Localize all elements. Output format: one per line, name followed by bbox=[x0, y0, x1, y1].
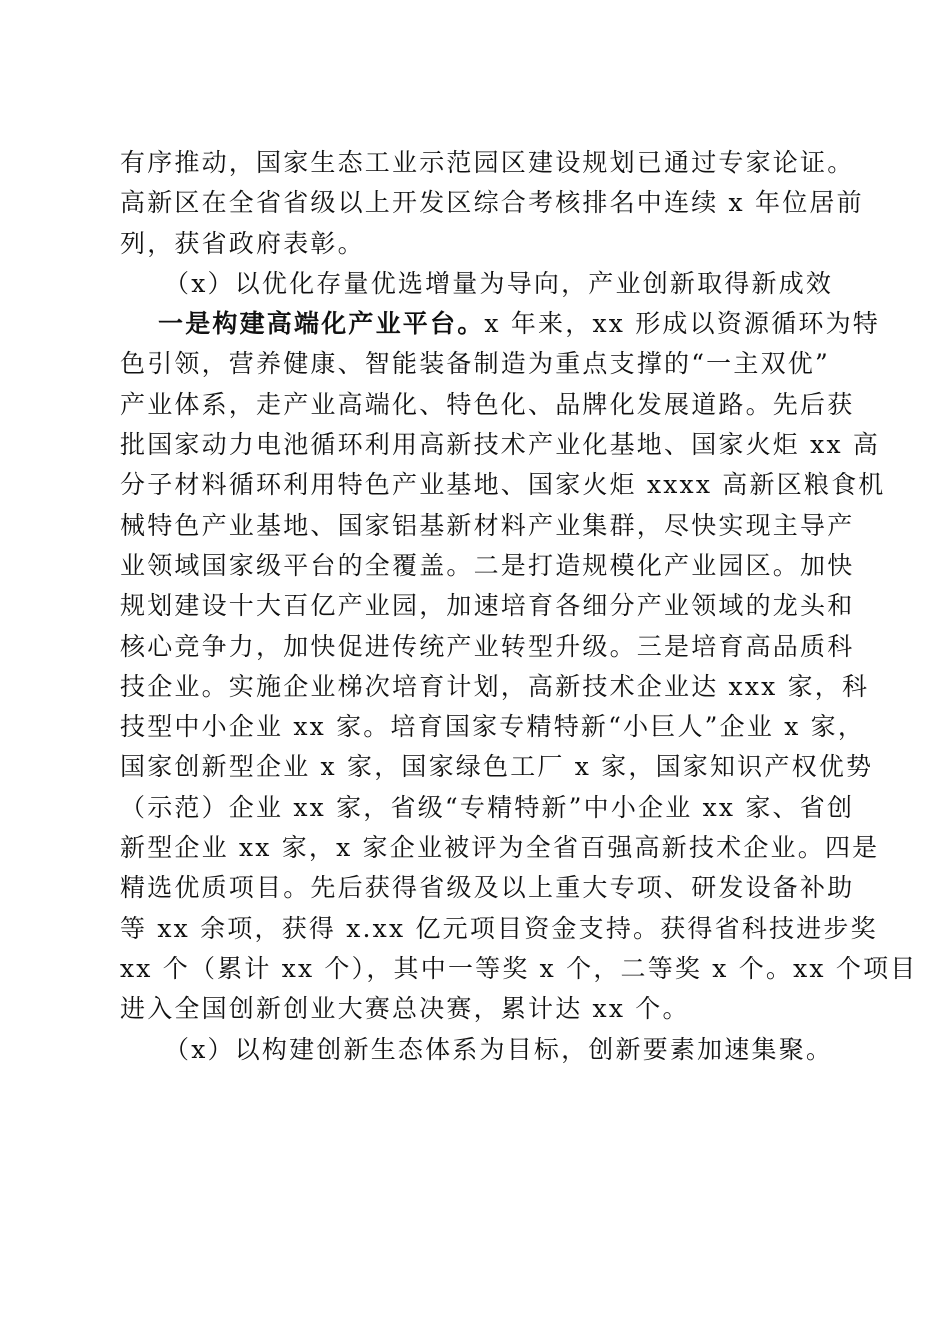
text-line: 产业体系，走产业高端化、特色化、品牌化发展道路。先后获 bbox=[120, 389, 855, 419]
text-run: x 年来，xx 形成以资源循环为特 bbox=[484, 309, 880, 339]
text-line: xx 个（累计 xx 个），其中一等奖 x 个，二等奖 x 个。xx 个项目 bbox=[120, 953, 918, 983]
text-line: 高新区在全省省级以上开发区综合考核排名中连续 x 年位居前 bbox=[120, 188, 864, 218]
text-line: 色引领，营养健康、智能装备制造为重点支撑的“一主双优” bbox=[120, 349, 830, 379]
document-body bbox=[120, 143, 918, 1070]
text-line bbox=[120, 304, 880, 344]
text-line: 规划建设十大百亿产业园，加速培育各细分产业领域的龙头和 bbox=[120, 591, 855, 621]
text-line: 国家创新型企业 x 家，国家绿色工厂 x 家，国家知识产权优势 bbox=[120, 752, 874, 782]
text-line: 业领域国家级平台的全覆盖。二是打造规模化产业园区。加快 bbox=[120, 550, 855, 580]
text-line: 械特色产业基地、国家铝基新材料产业集群，尽快实现主导产 bbox=[120, 510, 855, 540]
text-line: 新型企业 xx 家，x 家企业被评为全省百强高新技术企业。四是 bbox=[120, 833, 880, 863]
text-line: 技企业。实施企业梯次培育计划，高新技术企业达 xxx 家，科 bbox=[120, 671, 870, 701]
text-line: 核心竞争力，加快促进传统产业转型升级。三是培育高品质科 bbox=[120, 631, 855, 661]
text-line: 精选优质项目。先后获得省级及以上重大专项、研发设备补助 bbox=[120, 873, 855, 903]
text-line: 有序推动，国家生态工业示范园区建设规划已通过专家论证。 bbox=[120, 148, 855, 177]
subsection-lead: 一是构建高端化产业平台。 bbox=[158, 309, 485, 339]
text-line: 等 xx 余项，获得 x.xx 亿元项目资金支持。获得省科技进步奖 bbox=[120, 913, 878, 943]
text-line: 列，获省政府表彰。 bbox=[120, 228, 365, 258]
section-heading: （x）以构建创新生态体系为目标，创新要素加速集聚。 bbox=[164, 1034, 834, 1064]
text-line: 批国家动力电池循环利用高新技术产业化基地、国家火炬 xx 高 bbox=[120, 430, 881, 460]
text-line: 分子材料循环利用特色产业基地、国家火炬 xxxx 高新区粮食机 bbox=[120, 470, 886, 500]
text-line: （示范）企业 xx 家，省级“专精特新”中小企业 xx 家、省创 bbox=[120, 792, 855, 822]
section-heading: （x）以优化存量优选增量为导向，产业创新取得新成效 bbox=[164, 268, 834, 298]
text-line: 进入全国创新创业大赛总决赛，累计达 xx 个。 bbox=[120, 994, 690, 1024]
text-line: 技型中小企业 xx 家。培育国家专精特新“小巨人”企业 x 家， bbox=[120, 712, 866, 742]
